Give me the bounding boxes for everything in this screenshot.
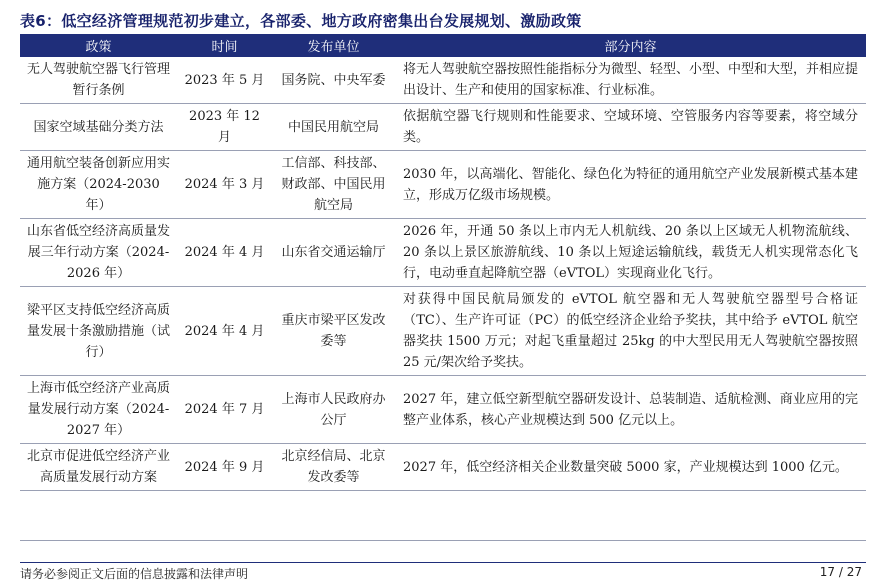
table-title: 表6：低空经济管理规范初步建立，各部委、地方政府密集出台发展规划、激励政策 bbox=[20, 12, 582, 30]
cell-policy: 上海市低空经济产业高质量发展行动方案（2024-2027 年） bbox=[20, 376, 177, 444]
header-policy: 政策 bbox=[20, 34, 177, 57]
cell-issuer: 国务院、中央军委 bbox=[272, 57, 395, 104]
cell-time: 2023 年 5 月 bbox=[177, 57, 272, 104]
cell-time: 2023 年 12 月 bbox=[177, 104, 272, 151]
cell-content: 2027 年，低空经济相关企业数量突破 5000 家，产业规模达到 1000 亿元。 bbox=[395, 444, 866, 491]
table-row bbox=[20, 219, 866, 287]
cell-policy: 梁平区支持低空经济高质量发展十条激励措施（试行） bbox=[20, 287, 177, 376]
cell-issuer: 北京经信局、北京发改委等 bbox=[272, 444, 395, 491]
cell-time: 2024 年 3 月 bbox=[177, 151, 272, 219]
table-row bbox=[20, 444, 866, 491]
cell-policy: 无人驾驶航空器飞行管理暂行条例 bbox=[20, 57, 177, 104]
cell-issuer: 上海市人民政府办公厅 bbox=[272, 376, 395, 444]
cell-policy: 北京市促进低空经济产业高质量发展行动方案 bbox=[20, 444, 177, 491]
table-row bbox=[20, 287, 866, 376]
table-row bbox=[20, 151, 866, 219]
table-bottom-divider bbox=[20, 540, 866, 541]
table-header-row bbox=[20, 34, 866, 57]
cell-policy: 山东省低空经济高质量发展三年行动方案（2024-2026 年） bbox=[20, 219, 177, 287]
cell-content: 对获得中国民航局颁发的 eVTOL 航空器和无人驾驶航空器型号合格证（TC）、生产许可证（PC）的低空经济企业给予奖扶，其中给予 eVTOL 航空器奖扶 1500 万元；对起飞重量超过 25kg 的中大型民用无人驾驶航空器按照 25 元/架次给予奖扶。 bbox=[395, 287, 866, 376]
cell-content: 2030 年，以高端化、智能化、绿色化为特征的通用航空产业发展新模式基本建立，形成万亿级市场规模。 bbox=[395, 151, 866, 219]
header-time: 时间 bbox=[177, 34, 272, 57]
cell-content: 2027 年，建立低空新型航空器研发设计、总装制造、适航检测、商业应用的完整产业体系，核心产业规模达到 500 亿元以上。 bbox=[395, 376, 866, 444]
page-number: 17 / 27 bbox=[819, 565, 862, 579]
cell-issuer: 山东省交通运输厅 bbox=[272, 219, 395, 287]
cell-policy: 通用航空装备创新应用实施方案（2024-2030 年） bbox=[20, 151, 177, 219]
cell-content: 依据航空器飞行规则和性能要求、空域环境、空管服务内容等要素，将空域分类。 bbox=[395, 104, 866, 151]
cell-content: 2026 年，开通 50 条以上市内无人机航线、20 条以上区域无人机物流航线、20 条以上景区旅游航线、10 条以上短途运输航线，载货无人机实现常态化飞行，电动垂直起降航空器（eVTOL）实现商业化飞行。 bbox=[395, 219, 866, 287]
header-content: 部分内容 bbox=[395, 34, 866, 57]
cell-policy: 国家空域基础分类方法 bbox=[20, 104, 177, 151]
cell-issuer: 重庆市梁平区发改委等 bbox=[272, 287, 395, 376]
cell-issuer: 中国民用航空局 bbox=[272, 104, 395, 151]
cell-issuer: 工信部、科技部、财政部、中国民用航空局 bbox=[272, 151, 395, 219]
table-row bbox=[20, 104, 866, 151]
cell-time: 2024 年 9 月 bbox=[177, 444, 272, 491]
cell-content: 将无人驾驶航空器按照性能指标分为微型、轻型、小型、中型和大型，并相应提出设计、生产和使用的国家标准、行业标准。 bbox=[395, 57, 866, 104]
cell-time: 2024 年 4 月 bbox=[177, 287, 272, 376]
cell-time: 2024 年 4 月 bbox=[177, 219, 272, 287]
table-row bbox=[20, 57, 866, 104]
policy-table bbox=[20, 34, 866, 491]
footer-divider bbox=[20, 562, 866, 563]
footer-disclaimer: 请务必参阅正文后面的信息披露和法律声明 bbox=[20, 567, 249, 581]
header-issuer: 发布单位 bbox=[272, 34, 395, 57]
table-row bbox=[20, 376, 866, 444]
cell-time: 2024 年 7 月 bbox=[177, 376, 272, 444]
